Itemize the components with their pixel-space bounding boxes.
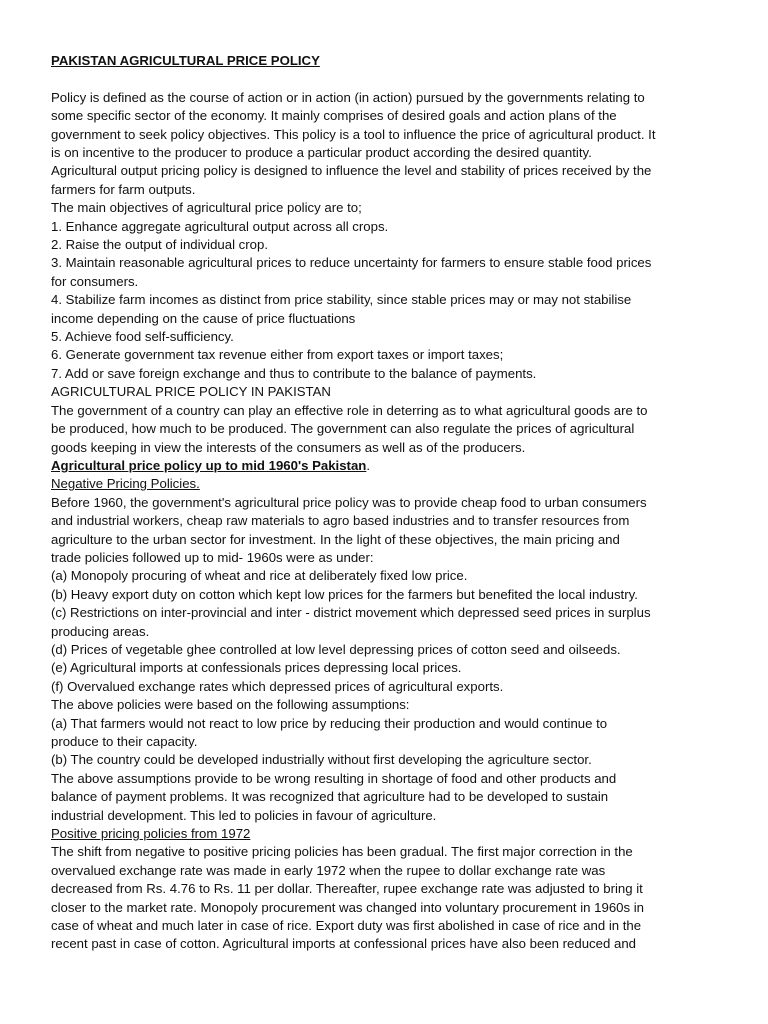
body-line: case of wheat and much later in case of rice. Export duty was first abolished in case of rice and in the	[51, 918, 642, 934]
intro-line: be produced, how much to be produced. The government can also regulate the prices of agricultural	[51, 421, 635, 437]
intro-line: farmers for farm outputs.	[51, 181, 196, 197]
body-line: Before 1960, the government's agricultural price policy was to provide cheap food to urban consumers	[51, 494, 647, 510]
list-item: (b) The country could be developed industrially without first developing the agriculture sector.	[51, 752, 592, 768]
intro-line: goods keeping in view the interests of the consumers as well as of the producers.	[51, 439, 526, 455]
objective-item: 2. Raise the output of individual crop.	[51, 237, 268, 253]
objective-item: 5. Achieve food self-sufficiency.	[51, 329, 234, 345]
list-item: produce to their capacity.	[51, 734, 198, 750]
body-line: trade policies followed up to mid- 1960s were as under:	[51, 549, 374, 565]
body-line: recent past in case of cotton. Agricultural imports at confessional prices have also been reduced and	[51, 936, 636, 952]
list-item: (a) That farmers would not react to low price by reducing their production and would continue to	[51, 715, 608, 731]
document-title: PAKISTAN AGRICULTURAL PRICE POLICY	[51, 53, 320, 68]
body-line: The above assumptions provide to be wrong resulting in shortage of food and other products and	[51, 770, 617, 786]
body-block-1	[51, 494, 721, 825]
objective-item: for consumers.	[51, 273, 139, 289]
body-block-2	[51, 843, 721, 953]
document-page	[51, 52, 721, 954]
section-heading-suffix: .	[366, 457, 371, 473]
list-item: (f) Overvalued exchange rates which depressed prices of agricultural exports.	[51, 678, 504, 694]
intro-line: The government of a country can play an effective role in deterring as to what agricultural goods are to	[51, 402, 648, 418]
intro-line: Policy is defined as the course of action or in action (in action) pursued by the governments relating to	[51, 89, 645, 105]
subheading-positive-pricing: Positive pricing policies from 1972	[51, 826, 251, 842]
list-item: (b) Heavy export duty on cotton which kept low prices for the farmers but benefited the local industry.	[51, 586, 638, 602]
list-item: (e) Agricultural imports at confessionals prices depressing local prices.	[51, 660, 462, 676]
intro-line: government to seek policy objectives. This policy is a tool to influence the price of agricultural product. It	[51, 126, 656, 142]
body-line: agriculture to the urban sector for investment. In the light of these objectives, the main pricing and	[51, 531, 620, 547]
body-line: The shift from negative to positive pricing policies has been gradual. The first major correction in the	[51, 844, 633, 860]
objectives-intro: The main objectives of agricultural price policy are to;	[51, 200, 362, 216]
body-line: industrial development. This led to policies in favour of agriculture.	[51, 807, 437, 823]
list-item: (c) Restrictions on inter-provincial and inter - district movement which depressed seed prices in surplus	[51, 605, 651, 621]
objective-item: 1. Enhance aggregate agricultural output across all crops.	[51, 218, 389, 234]
objective-item: 4. Stabilize farm incomes as distinct from price stability, since stable prices may or may not stabilise	[51, 292, 632, 308]
body-line: balance of payment problems. It was recognized that agriculture had to be developed to sustain	[51, 789, 609, 805]
list-item: (d) Prices of vegetable ghee controlled at low level depressing prices of cotton seed and oilseeds.	[51, 641, 621, 657]
body-line: overvalued exchange rate was made in early 1972 when the rupee to dollar exchange rate was	[51, 862, 606, 878]
body-line: decreased from Rs. 4.76 to Rs. 11 per dollar. Thereafter, rupee exchange rate was adjusted to bring it	[51, 881, 643, 897]
intro-block	[51, 89, 721, 457]
subheading-negative-pricing: Negative Pricing Policies.	[51, 476, 200, 492]
section-heading: Agricultural price policy up to mid 1960's Pakistan	[51, 457, 367, 473]
list-item: (a) Monopoly procuring of wheat and rice at deliberately fixed low price.	[51, 568, 468, 584]
section-heading-caps: AGRICULTURAL PRICE POLICY IN PAKISTAN	[51, 384, 331, 400]
objective-item: income depending on the cause of price fluctuations	[51, 310, 356, 326]
objective-item: 3. Maintain reasonable agricultural prices to reduce uncertainty for farmers to ensure stable food prices	[51, 255, 652, 271]
objective-item: 7. Add or save foreign exchange and thus to contribute to the balance of payments.	[51, 365, 537, 381]
body-line: closer to the market rate. Monopoly procurement was changed into voluntary procurement in 1960s in	[51, 899, 645, 915]
intro-line: is on incentive to the producer to produce a particular product according the desired quantity.	[51, 145, 592, 161]
objective-item: 6. Generate government tax revenue either from export taxes or import taxes;	[51, 347, 504, 363]
body-line: The above policies were based on the following assumptions:	[51, 697, 410, 713]
section-heading-line	[51, 457, 721, 475]
body-line: and industrial workers, cheap raw materials to agro based industries and to transfer resources from	[51, 513, 630, 529]
intro-line: some specific sector of the economy. It mainly comprises of desired goals and action plans of the	[51, 108, 617, 124]
paragraph-spacer	[51, 70, 721, 88]
intro-line: Agricultural output pricing policy is designed to influence the level and stability of prices received by the	[51, 163, 652, 179]
list-item: producing areas.	[51, 623, 150, 639]
